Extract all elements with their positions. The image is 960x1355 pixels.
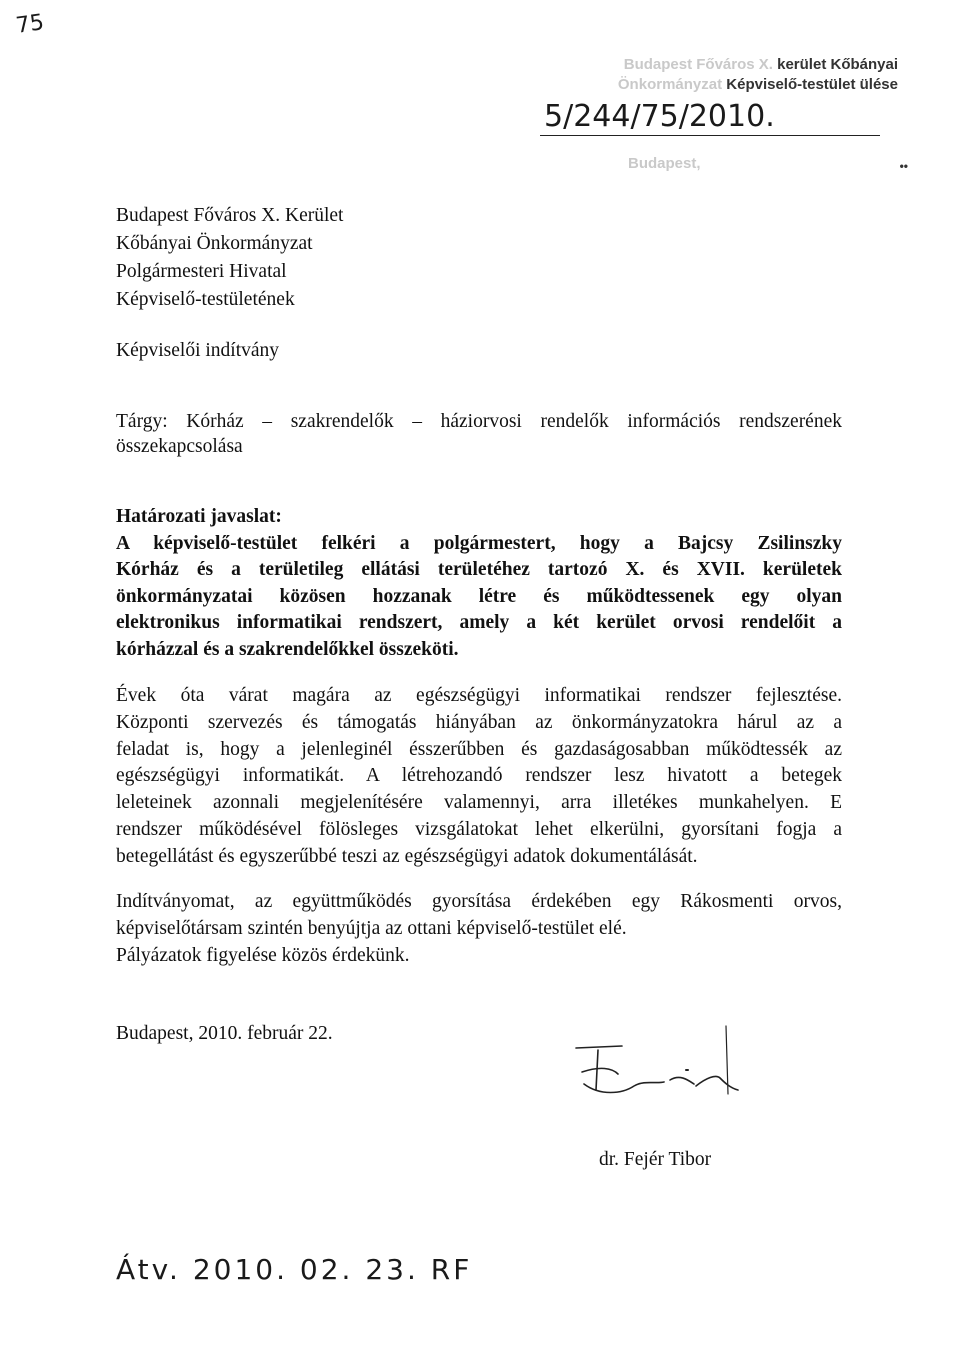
paragraph-line: Évek óta várat magára az egészségügyi informatikai rendszer fejlesztése. [116,685,842,706]
resolution-line: A képviselő-testület felkéri a polgármestert, hogy a Bajcsy Zsilinszky [116,532,842,554]
paragraph-line: Pályázatok figyelése közös érdekünk. [116,945,410,966]
paragraph-line: feladat is, hogy a jelenleginél ésszerűbben és gazdaságosabban működtessék az [116,738,842,760]
subject-block [116,408,842,459]
resolution-line: kórházzal és a szakrendelőkkel összeköti. [116,638,459,660]
registry-underline [540,135,880,136]
stamp-line1-faded: Budapest Főváros X. [623,56,773,73]
stamp-line2: Képviselő-testület ülése [726,76,898,93]
resolution-block [116,504,842,663]
paragraph-line: egészségügyi informatikát. A létrehozandó rendszer lesz hivatott a betegek [116,765,842,787]
resolution-line: elektronikus informatikai rendszert, amely a két kerület orvosi rendelőit a [116,612,842,633]
signature-scribble [560,1020,760,1130]
received-handwritten-note: Átv. 2010. 02. 23. RF [116,1253,473,1286]
stamp-line2-faded: Önkormányzat [617,76,723,93]
body-paragraph-2 [116,888,842,969]
paragraph-line: betegellátást és egyszerűbbé teszi az egészségügyi adatok dokumentálását. [116,845,698,867]
addressee-line: Képviselő-testületének [116,289,295,310]
paragraph-line: leleteinek azonnali megjelenítésére valamennyi, arra illetékes munkahelyen. E [116,792,842,814]
subject-line1: Tárgy: Kórház – szakrendelők – háziorvosi rendelők információs rendszerének [116,411,842,432]
subject-line2: összekapcsolása [116,436,243,457]
place-date: Budapest, 2010. február 22. [116,1023,333,1044]
stamp-dots: •• [899,159,908,173]
addressee-line: Kőbányai Önkormányzat [116,233,313,254]
addressee-line: Budapest Főváros X. Kerület [116,205,344,226]
resolution-heading: Határozati javaslat: [116,506,282,527]
resolution-line: önkormányzatai közösen hozzanak létre és működtessenek egy olyan [116,585,842,607]
registration-stamp [544,55,918,180]
registry-number: 5/244/75/2010. [544,99,775,134]
stamp-line1: kerület Kőbányai [777,56,898,73]
stamp-line3-faded: Budapest, [628,155,701,172]
addressee-block [116,202,343,314]
signatory-name: dr. Fejér Tibor [599,1149,712,1170]
document-type: Képviselői indítvány [116,340,280,361]
paragraph-line: Indítványomat, az együttműködés gyorsítása érdekében egy Rákosmenti orvos, [116,891,842,912]
corner-handwritten-mark: 75 [14,10,46,39]
body-paragraph-1 [116,683,842,871]
paragraph-line: képviselőtársam szintén benyújtja az ottani képviselő-testület elé. [116,918,627,939]
addressee-line: Polgármesteri Hivatal [116,261,287,282]
paragraph-line: Központi szervezés és támogatás hiányában az önkormányzatokra hárul az a [116,711,842,733]
paragraph-line: rendszer működésével fölösleges vizsgálatokat lehet elkerülni, gyorsítani fogja a [116,818,842,840]
resolution-line: Kórház és a területileg ellátási területéhez tartozó X. és XVII. kerületek [116,559,842,580]
